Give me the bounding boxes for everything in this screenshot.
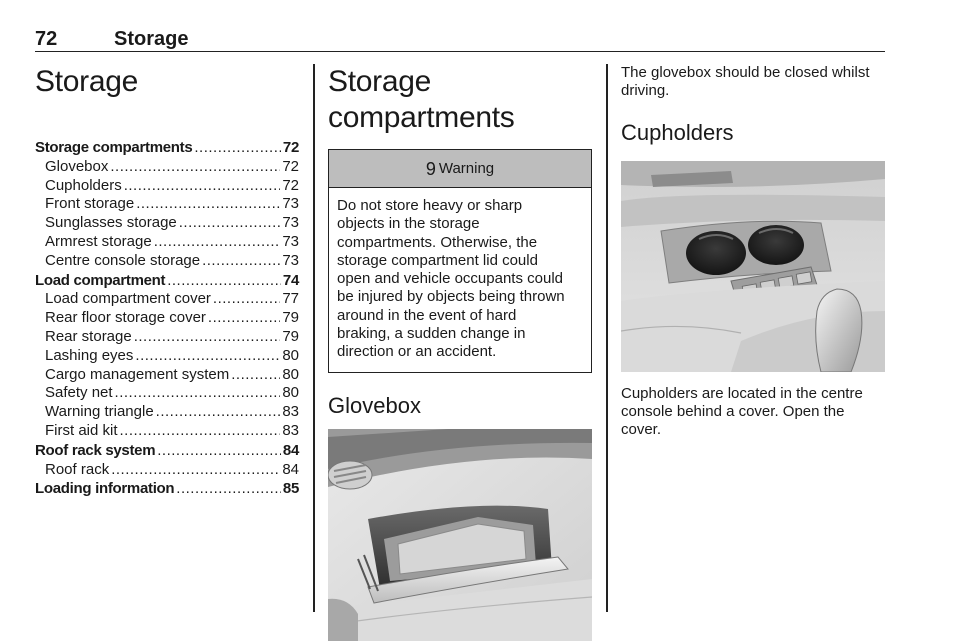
toc-leader-dots xyxy=(135,347,280,366)
running-section-title: Storage xyxy=(114,28,189,50)
toc-page-number: 80 xyxy=(282,365,299,383)
toc-entry-label: Armrest storage xyxy=(45,232,152,250)
toc-entry[interactable] xyxy=(35,461,299,480)
toc-page-number: 83 xyxy=(282,403,299,421)
toc-entry[interactable] xyxy=(35,195,299,214)
toc-entry-label: Front storage xyxy=(45,195,135,213)
toc-chapter-entry[interactable] xyxy=(35,480,299,499)
warning-text-line: direction or an accident. xyxy=(337,343,497,361)
toc-entry-label: First aid kit xyxy=(45,421,118,439)
content-column-3 xyxy=(621,64,885,439)
column-divider xyxy=(313,64,315,612)
toc-leader-dots xyxy=(213,290,280,309)
toc-entry-label: Centre console storage xyxy=(45,251,201,269)
toc-entry-label: Safety net xyxy=(45,384,113,402)
toc-page-number: 80 xyxy=(282,346,299,364)
column-divider xyxy=(606,64,608,612)
toc-leader-dots xyxy=(120,422,281,441)
toc-chapter-entry[interactable] xyxy=(35,139,299,158)
toc-entry[interactable] xyxy=(35,214,299,233)
toc-leader-dots xyxy=(167,272,281,291)
toc-entry-label: Roof rack xyxy=(45,460,110,478)
warning-icon: 9 xyxy=(425,158,436,179)
section-title: Storage compartments xyxy=(328,65,515,134)
toc-entry[interactable] xyxy=(35,233,299,252)
text-line: The glovebox should be closed whilst xyxy=(621,64,870,81)
toc-leader-dots xyxy=(111,461,280,480)
warning-heading: Warning xyxy=(438,160,495,177)
toc-page-number: 85 xyxy=(282,480,299,498)
toc-entry[interactable] xyxy=(35,290,299,309)
toc-page-number: 72 xyxy=(282,157,299,175)
toc-entry[interactable] xyxy=(35,403,299,422)
toc-entry-label: Load compartment xyxy=(35,271,166,289)
toc-entry[interactable] xyxy=(35,366,299,385)
warning-text-line: around in the event of hard xyxy=(337,306,517,324)
toc-leader-dots xyxy=(136,195,280,214)
toc-entry[interactable] xyxy=(35,384,299,403)
text-line: cover. xyxy=(621,421,662,438)
text-line: Cupholders are located in the centre xyxy=(621,385,863,402)
toc-page-number: 79 xyxy=(282,327,299,345)
toc-entry-label: Cargo management system xyxy=(45,365,230,383)
toc-leader-dots xyxy=(176,480,281,499)
toc-page-number: 74 xyxy=(282,271,299,289)
toc-leader-dots xyxy=(194,139,281,158)
toc-entry-label: Warning triangle xyxy=(45,403,154,421)
toc-leader-dots xyxy=(202,252,280,271)
cupholders-illustration xyxy=(621,161,885,372)
toc-entry-label: Lashing eyes xyxy=(45,346,134,364)
warning-text xyxy=(329,188,591,372)
toc-entry[interactable] xyxy=(35,347,299,366)
toc-leader-dots xyxy=(134,328,281,347)
toc-entry-label: Cupholders xyxy=(45,176,122,194)
toc-leader-dots xyxy=(124,177,281,196)
warning-text-line: objects in the storage xyxy=(337,215,480,233)
toc-entry[interactable] xyxy=(35,158,299,177)
toc-entry-label: Loading information xyxy=(35,480,175,498)
cupholders-text xyxy=(621,385,885,439)
toc-page-number: 73 xyxy=(282,214,299,232)
warning-text-line: braking, a sudden change in xyxy=(337,325,526,343)
toc-page-number: 83 xyxy=(282,421,299,439)
toc-entry-label: Storage compartments xyxy=(35,139,193,156)
warning-text-line: Do not store heavy or sharp xyxy=(337,197,523,214)
glovebox-heading: Glovebox xyxy=(328,392,421,418)
toc-entry-label: Glovebox xyxy=(45,157,109,175)
warning-header xyxy=(329,150,591,188)
toc-entry-label: Rear storage xyxy=(45,327,132,345)
text-line: driving. xyxy=(621,82,670,99)
warning-box xyxy=(328,149,592,373)
toc-entry-label: Load compartment cover xyxy=(45,290,211,308)
toc-chapter-entry[interactable] xyxy=(35,442,299,461)
toc-entry[interactable] xyxy=(35,422,299,441)
toc-leader-dots xyxy=(157,442,281,461)
toc-page-number: 72 xyxy=(282,176,299,194)
content-column-2 xyxy=(328,64,592,641)
toc-leader-dots xyxy=(154,233,281,252)
toc-entry-label: Sunglasses storage xyxy=(45,214,177,232)
toc-entry-label: Rear floor storage cover xyxy=(45,309,206,327)
toc-leader-dots xyxy=(179,214,281,233)
warning-text-line: storage compartment lid could xyxy=(337,251,538,269)
toc-column xyxy=(35,64,299,499)
toc-page-number: 84 xyxy=(282,441,299,459)
toc-chapter-entry[interactable] xyxy=(35,272,299,291)
warning-text-line: open and vehicle occupants could xyxy=(337,270,563,288)
toc-leader-dots xyxy=(115,384,281,403)
toc-entry[interactable] xyxy=(35,252,299,271)
toc-leader-dots xyxy=(156,403,281,422)
glovebox-note xyxy=(621,64,885,100)
toc-leader-dots xyxy=(208,309,280,328)
toc-page-number: 79 xyxy=(282,309,299,327)
cupholders-heading: Cupholders xyxy=(621,120,734,145)
toc-entry[interactable] xyxy=(35,328,299,347)
toc-page-number: 73 xyxy=(282,251,299,269)
chapter-title: Storage xyxy=(35,65,138,98)
toc-leader-dots xyxy=(110,158,280,177)
toc-leader-dots xyxy=(231,366,280,385)
glovebox-illustration xyxy=(328,429,592,641)
page-header xyxy=(35,28,885,52)
toc-entry[interactable] xyxy=(35,309,299,328)
table-of-contents xyxy=(35,139,299,499)
toc-entry-label: Roof rack system xyxy=(35,441,156,459)
toc-page-number: 73 xyxy=(282,232,299,250)
warning-text-line: be injured by objects being thrown xyxy=(337,288,565,306)
toc-page-number: 73 xyxy=(282,195,299,213)
toc-entry[interactable] xyxy=(35,177,299,196)
page-number: 72 xyxy=(35,28,58,50)
toc-page-number: 84 xyxy=(282,460,299,478)
toc-page-number: 72 xyxy=(282,139,299,156)
warning-text-line: compartments. Otherwise, the xyxy=(337,233,538,251)
toc-page-number: 77 xyxy=(282,290,299,308)
text-line: console behind a cover. Open the xyxy=(621,403,845,420)
toc-page-number: 80 xyxy=(282,384,299,402)
